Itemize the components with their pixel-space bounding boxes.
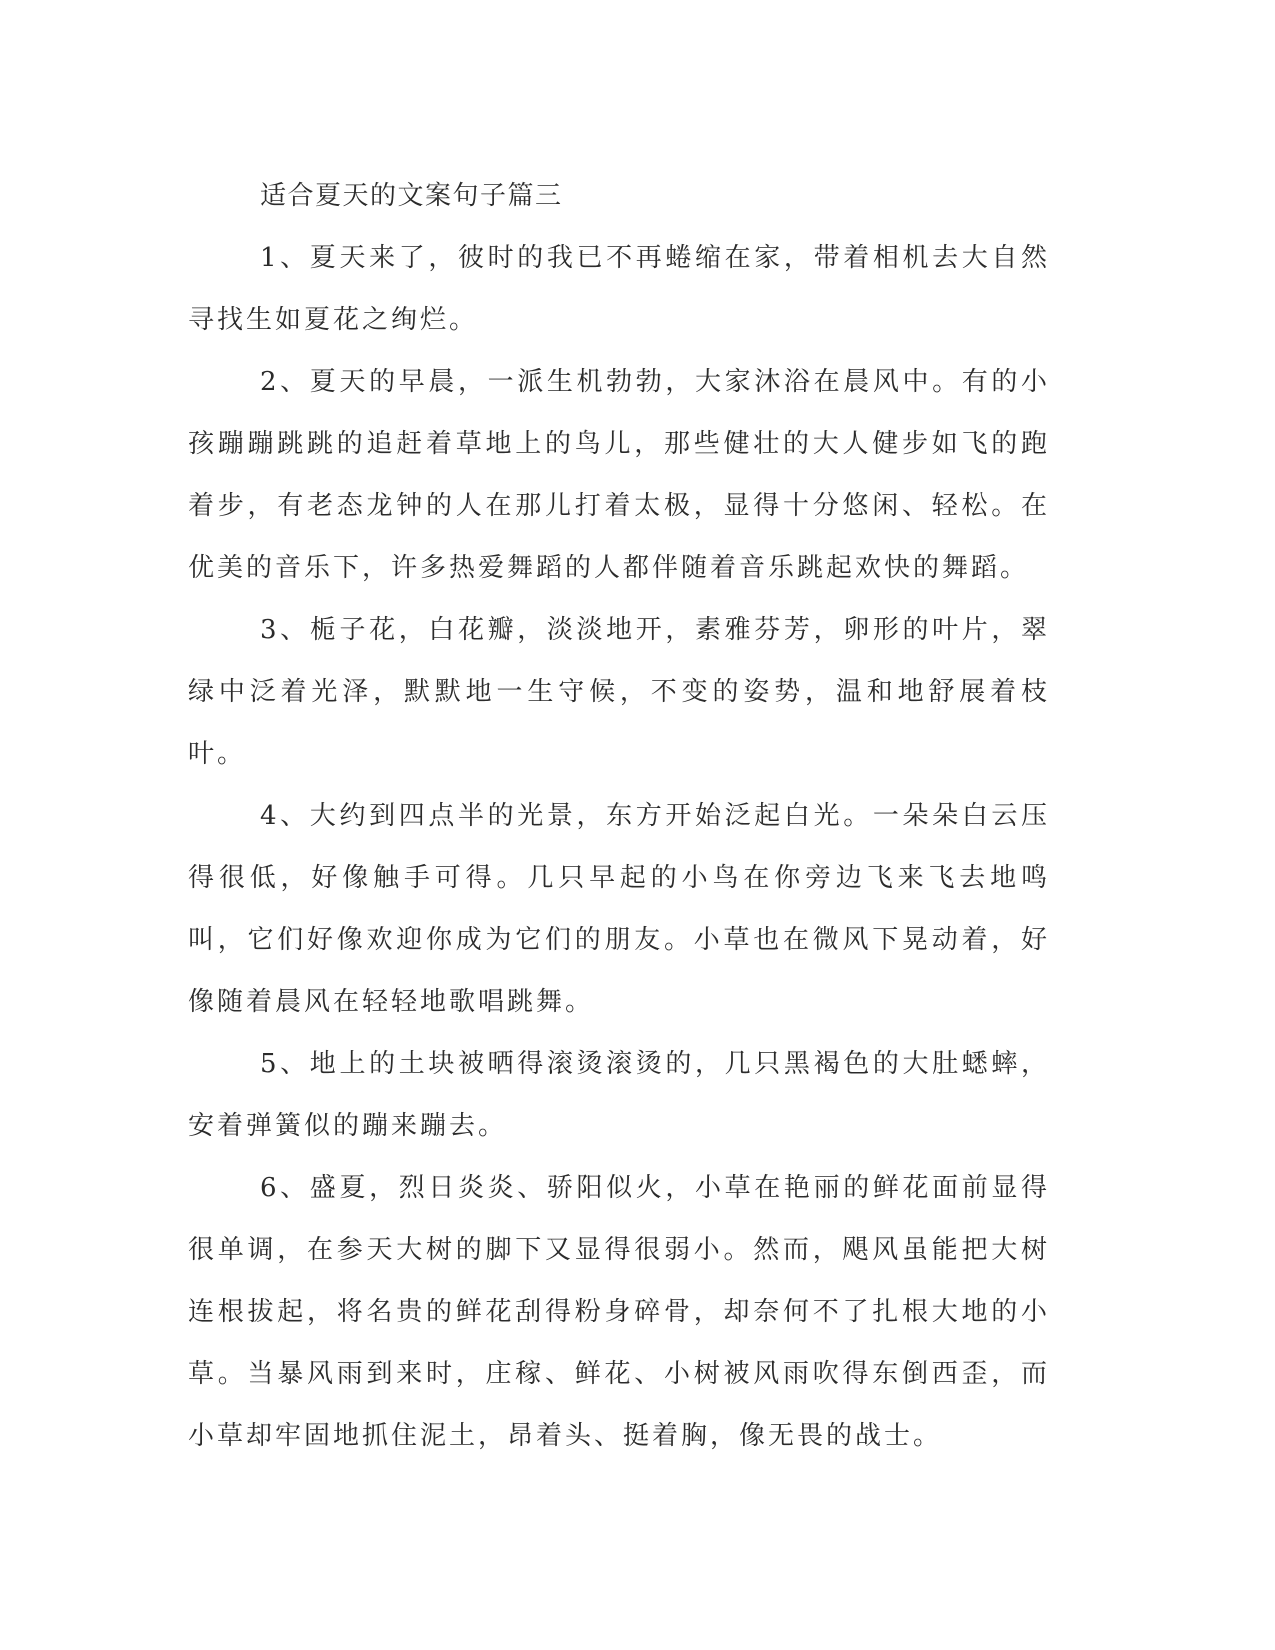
paragraph-1: 1、夏天来了，彼时的我已不再蜷缩在家，带着相机去大自然寻找生如夏花之绚烂。 xyxy=(188,243,1050,335)
document-body xyxy=(188,165,1050,1467)
paragraph-4: 4、大约到四点半的光景，东方开始泛起白光。一朵朵白云压得很低，好像触手可得。几只早起的小鸟在你旁边飞来飞去地鸣叫，它们好像欢迎你成为它们的朋友。小草也在微风下晃动着，好像随着晨风在轻轻地歌唱跳舞。 xyxy=(188,801,1050,1017)
paragraph-5: 5、地上的土块被晒得滚烫滚烫的，几只黑褐色的大肚蟋蟀，安着弹簧似的蹦来蹦去。 xyxy=(188,1049,1050,1141)
paragraph-2: 2、夏天的早晨，一派生机勃勃，大家沐浴在晨风中。有的小孩蹦蹦跳跳的追赶着草地上的鸟儿，那些健壮的大人健步如飞的跑着步，有老态龙钟的人在那儿打着太极，显得十分悠闲、轻松。在优美的音乐下，许多热爱舞蹈的人都伴随着音乐跳起欢快的舞蹈。 xyxy=(188,367,1050,583)
paragraph-6: 6、盛夏，烈日炎炎、骄阳似火，小草在艳丽的鲜花面前显得很单调，在参天大树的脚下又显得很弱小。然而，飓风虽能把大树连根拔起，将名贵的鲜花刮得粉身碎骨，却奈何不了扎根大地的小草。当暴风雨到来时，庄稼、鲜花、小树被风雨吹得东倒西歪，而小草却牢固地抓住泥土，昂着头、挺着胸，像无畏的战士。 xyxy=(188,1173,1050,1451)
document-title: 适合夏天的文案句子篇三 xyxy=(260,181,563,211)
paragraph-3: 3、栀子花，白花瓣，淡淡地开，素雅芬芳，卵形的叶片，翠绿中泛着光泽，默默地一生守候，不变的姿势，温和地舒展着枝叶。 xyxy=(188,615,1050,769)
